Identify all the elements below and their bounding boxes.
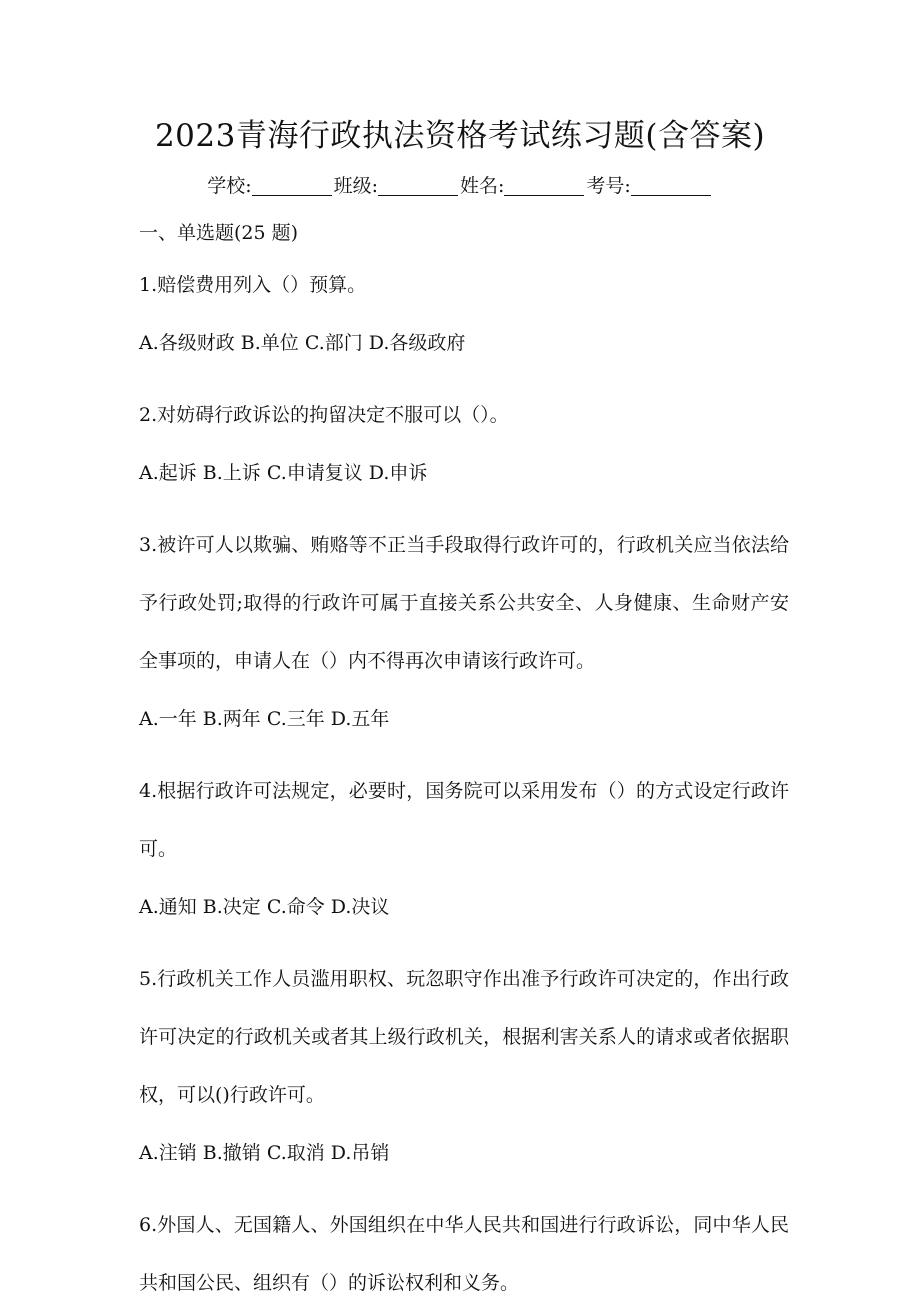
question-options: A.各级财政 B.单位 C.部门 D.各级政府 bbox=[139, 332, 466, 354]
info-label-exam-number: 考号: bbox=[586, 175, 631, 197]
question-options: A.通知 B.决定 C.命令 D.决议 bbox=[139, 896, 390, 918]
question-stem: 2.对妨碍行政诉讼的拘留决定不服可以（）。 bbox=[139, 404, 509, 426]
class-blank bbox=[378, 175, 458, 196]
school-blank bbox=[252, 175, 332, 196]
question-stem: 6.外国人、无国籍人、外国组织在中华人民共和国进行行政诉讼，同中华人民共和国公民、组织有（）的诉讼权利和义务。 bbox=[139, 1214, 789, 1294]
section-heading: 一、单选题(25 题) bbox=[139, 222, 299, 244]
name-blank bbox=[504, 175, 584, 196]
question-item bbox=[139, 762, 789, 936]
question-options: A.起诉 B.上诉 C.申请复议 D.申诉 bbox=[139, 462, 428, 484]
question-stem: 1.赔偿费用列入（）预算。 bbox=[139, 274, 367, 296]
question-stem: 4.根据行政许可法规定，必要时，国务院可以采用发布（）的方式设定行政许可。 bbox=[139, 780, 789, 860]
document-title: 2023青海行政执法资格考试练习题(含答案) bbox=[154, 118, 766, 154]
question-content bbox=[139, 214, 789, 1312]
question-options: A.注销 B.撤销 C.取消 D.吊销 bbox=[139, 1142, 390, 1164]
question-options: A.一年 B.两年 C.三年 D.五年 bbox=[139, 708, 390, 730]
question-item bbox=[139, 1196, 789, 1312]
question-stem: 5.行政机关工作人员滥用职权、玩忽职守作出准予行政许可决定的，作出行政许可决定的行政机关或者其上级行政机关，根据利害关系人的请求或者依据职权，可以()行政许可。 bbox=[139, 968, 789, 1106]
question-item bbox=[139, 516, 789, 748]
question-stem: 3.被许可人以欺骗、贿赂等不正当手段取得行政许可的，行政机关应当依法给予行政处罚;取得的行政许可属于直接关系公共安全、人身健康、生命财产安全事项的，申请人在（）内不得再次申请该行政许可。 bbox=[139, 534, 789, 672]
info-label-school: 学校: bbox=[207, 175, 252, 197]
question-item bbox=[139, 386, 789, 502]
question-item bbox=[139, 950, 789, 1182]
exam-number-blank bbox=[631, 175, 711, 196]
info-label-name: 姓名: bbox=[460, 175, 505, 197]
question-item bbox=[139, 256, 789, 372]
info-label-class: 班级: bbox=[333, 175, 378, 197]
student-info-line bbox=[0, 168, 920, 204]
